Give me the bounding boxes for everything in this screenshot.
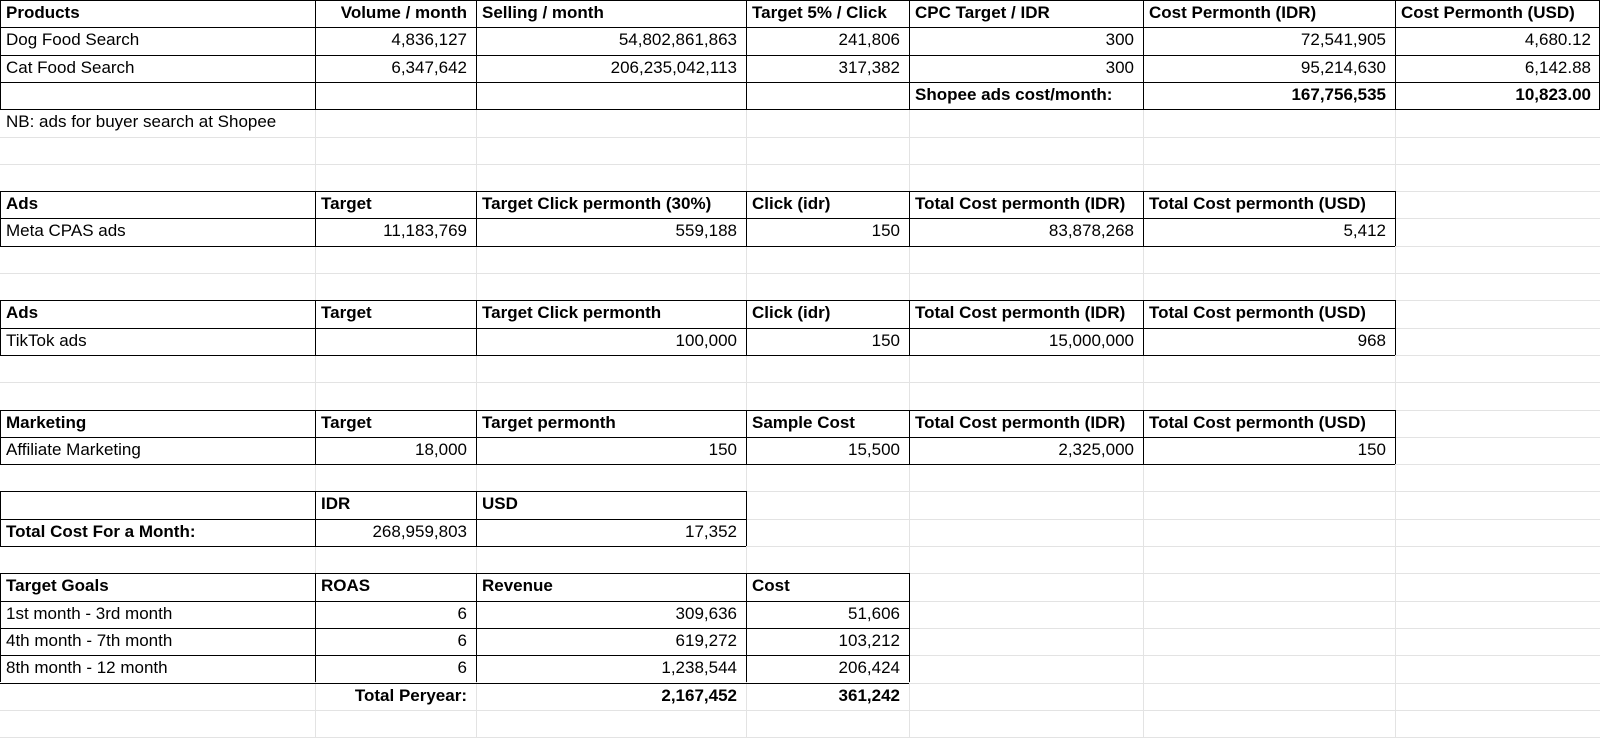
data-cell[interactable]: 619,272 [675, 630, 737, 650]
column-header[interactable]: Ads [6, 194, 39, 214]
column-header[interactable]: USD [482, 494, 518, 514]
data-cell[interactable]: 317,382 [838, 57, 900, 77]
column-header[interactable]: Total Cost permonth (USD) [1149, 194, 1366, 214]
data-cell[interactable]: 5,412 [1343, 221, 1386, 241]
data-cell[interactable]: 4,836,127 [391, 30, 467, 50]
row-label[interactable]: TikTok ads [6, 330, 87, 350]
column-header[interactable]: Target [321, 412, 372, 432]
data-cell[interactable]: 300 [1105, 30, 1134, 50]
total-value[interactable]: 10,823.00 [1515, 84, 1591, 104]
gridline [0, 273, 1600, 274]
table-border [0, 546, 746, 547]
data-cell[interactable]: 11,183,769 [383, 221, 467, 241]
table-border [0, 246, 1395, 247]
column-header[interactable]: Total Cost permonth (IDR) [915, 303, 1126, 323]
table-border [1395, 300, 1396, 355]
total-label[interactable]: Total Cost For a Month: [6, 521, 196, 541]
row-label[interactable]: Meta CPAS ads [6, 221, 126, 241]
data-cell[interactable]: 100,000 [675, 330, 737, 350]
data-cell[interactable]: 15,500 [848, 439, 900, 459]
data-cell[interactable]: 300 [1105, 57, 1134, 77]
total-value[interactable]: 2,167,452 [661, 685, 737, 705]
total-value[interactable]: 17,352 [685, 521, 737, 541]
column-header[interactable]: Click (idr) [752, 194, 831, 214]
data-cell[interactable]: 95,214,630 [1300, 57, 1386, 77]
row-label[interactable]: Cat Food Search [6, 57, 135, 77]
column-header[interactable]: Target Goals [6, 576, 109, 596]
column-header[interactable]: CPC Target / IDR [915, 3, 1050, 22]
table-border [746, 491, 747, 546]
column-header[interactable]: Sample Cost [752, 412, 855, 432]
data-cell[interactable]: 72,541,905 [1300, 30, 1386, 50]
column-header[interactable]: Total Cost permonth (USD) [1149, 303, 1366, 323]
column-header[interactable]: Target [321, 194, 372, 214]
data-cell[interactable]: 103,212 [838, 630, 900, 650]
row-label[interactable]: Dog Food Search [6, 30, 140, 50]
data-cell[interactable]: 6 [457, 603, 467, 623]
total-value[interactable]: 361,242 [838, 685, 900, 705]
column-header[interactable]: Target Click permonth [482, 303, 662, 323]
data-cell[interactable]: 6,347,642 [391, 57, 467, 77]
total-label[interactable]: Total Peryear: [354, 685, 467, 705]
data-cell[interactable]: 968 [1357, 330, 1386, 350]
data-cell[interactable]: 51,606 [848, 603, 900, 623]
data-cell[interactable]: 1,238,544 [661, 658, 737, 678]
data-cell[interactable]: 150 [1357, 439, 1386, 459]
data-cell[interactable]: 6 [457, 658, 467, 678]
table-border [909, 573, 910, 682]
table-border [1395, 191, 1396, 246]
data-cell[interactable]: 6 [457, 630, 467, 650]
data-cell[interactable]: 83,878,268 [1048, 221, 1134, 241]
column-header[interactable]: Target 5% / Click [752, 3, 887, 22]
column-header[interactable]: Selling / month [482, 3, 604, 22]
table-border [0, 464, 1395, 465]
gridline [1395, 0, 1396, 737]
data-cell[interactable]: 150 [871, 221, 900, 241]
data-cell[interactable]: 309,636 [675, 603, 737, 623]
data-cell[interactable]: 54,802,861,863 [618, 30, 737, 50]
gridline [0, 137, 1600, 138]
data-cell[interactable]: 206,235,042,113 [610, 57, 737, 77]
total-value[interactable]: 268,959,803 [372, 521, 467, 541]
column-header[interactable]: Ads [6, 303, 39, 323]
gridline [0, 382, 1600, 383]
data-cell[interactable]: 241,806 [838, 30, 900, 50]
data-cell[interactable]: 6,142.88 [1524, 57, 1591, 77]
gridline [1143, 0, 1144, 737]
total-value[interactable]: 167,756,535 [1291, 84, 1386, 104]
column-header[interactable]: Products [6, 3, 80, 22]
data-cell[interactable]: 206,424 [838, 658, 900, 678]
column-header[interactable]: Cost [752, 576, 790, 596]
row-label[interactable]: 4th month - 7th month [6, 630, 173, 650]
table-border [0, 355, 1395, 356]
column-header[interactable]: Click (idr) [752, 303, 831, 323]
row-label[interactable]: Affiliate Marketing [6, 439, 141, 459]
note-text[interactable]: NB: ads for buyer search at Shopee [6, 112, 277, 132]
row-label[interactable]: 1st month - 3rd month [6, 603, 173, 623]
table-border [1395, 410, 1396, 465]
column-header[interactable]: Marketing [6, 412, 87, 432]
data-cell[interactable]: 150 [871, 330, 900, 350]
total-label[interactable]: Shopee ads cost/month: [915, 84, 1113, 104]
column-header[interactable]: Target Click permonth (30%) [482, 194, 712, 214]
data-cell[interactable]: 4,680.12 [1524, 30, 1591, 50]
column-header[interactable]: Total Cost permonth (IDR) [915, 412, 1126, 432]
data-cell[interactable]: 18,000 [415, 439, 467, 459]
column-header[interactable]: Total Cost permonth (IDR) [915, 194, 1126, 214]
data-cell[interactable]: 559,188 [675, 221, 737, 241]
column-header[interactable]: Cost Permonth (USD) [1401, 3, 1575, 22]
column-header[interactable]: Total Cost permonth (USD) [1149, 412, 1366, 432]
column-header[interactable]: Volume / month [340, 3, 467, 22]
column-header[interactable]: Revenue [482, 576, 553, 596]
gridline [0, 164, 1600, 165]
column-header[interactable]: Cost Permonth (IDR) [1149, 3, 1317, 22]
data-cell[interactable]: 2,325,000 [1058, 439, 1134, 459]
column-header[interactable]: Target [321, 303, 372, 323]
column-header[interactable]: IDR [321, 494, 351, 514]
gridline [0, 710, 1600, 711]
row-label[interactable]: 8th month - 12 month [6, 658, 168, 678]
column-header[interactable]: ROAS [321, 576, 371, 596]
data-cell[interactable]: 150 [708, 439, 737, 459]
column-header[interactable]: Target permonth [482, 412, 616, 432]
data-cell[interactable]: 15,000,000 [1048, 330, 1134, 350]
